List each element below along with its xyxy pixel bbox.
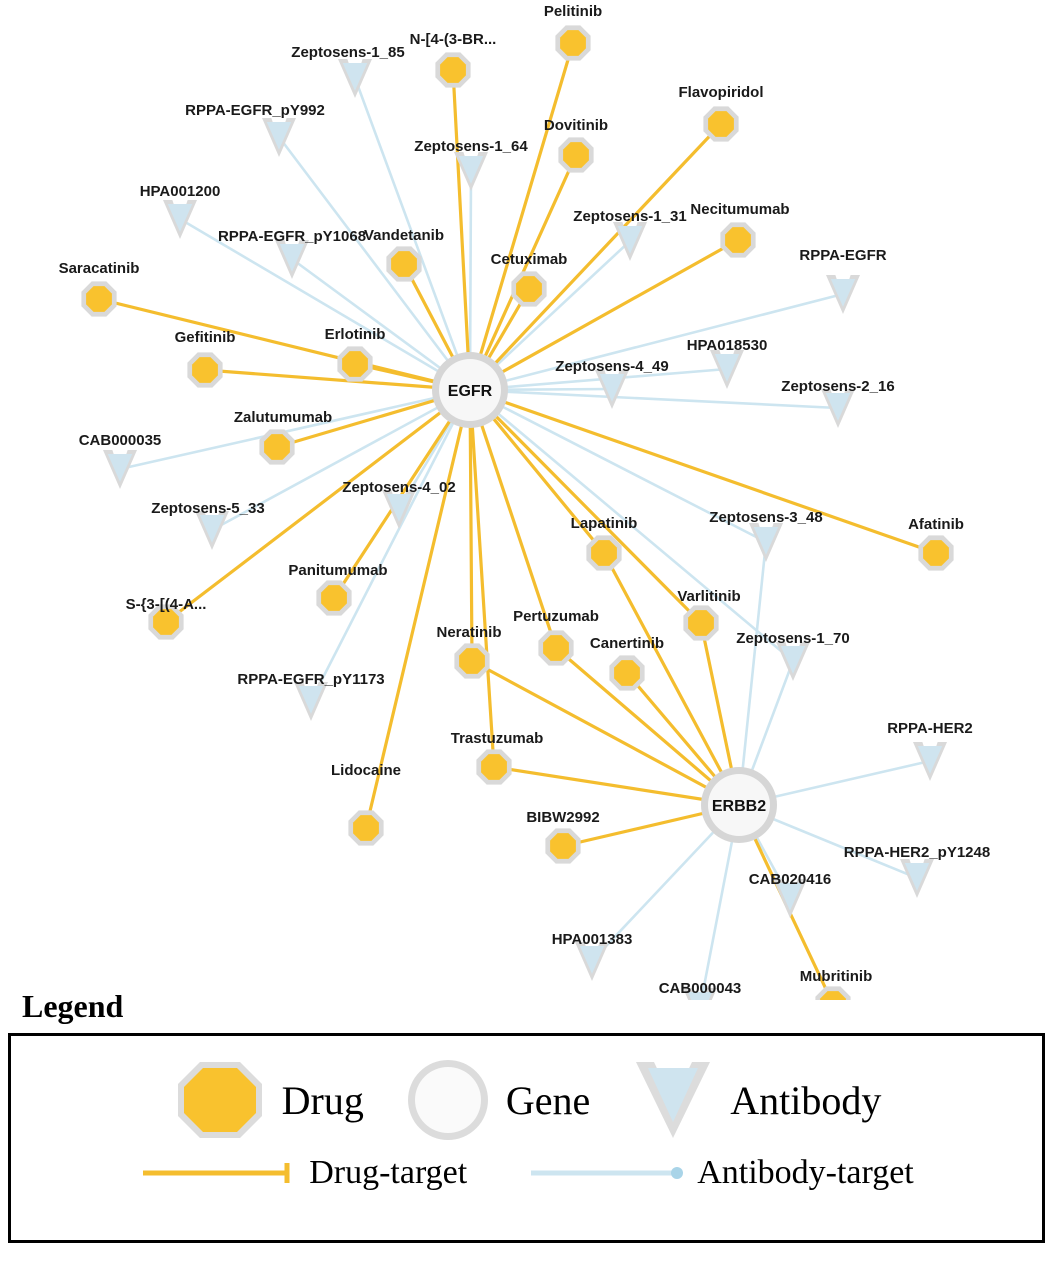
legend-edge-row bbox=[11, 1154, 1042, 1192]
drug-node-label: Afatinib bbox=[908, 516, 964, 533]
antibody-node[interactable] bbox=[613, 222, 647, 261]
drug-node-label: Panitumumab bbox=[288, 562, 388, 579]
antibody-node-label: RPPA-EGFR_pY1068 bbox=[217, 228, 367, 245]
antibody-node-label: CAB000043 bbox=[658, 980, 742, 997]
drug-node-label: Lapatinib bbox=[570, 515, 638, 532]
drug-node[interactable] bbox=[555, 25, 590, 60]
drug-target-edge bbox=[453, 70, 470, 390]
antibody-node-label: HPA001200 bbox=[139, 183, 221, 200]
drug-node[interactable] bbox=[511, 271, 546, 306]
drug-node-label: Saracatinib bbox=[58, 260, 140, 277]
legend-label-antibody-target: Antibody-target bbox=[697, 1154, 914, 1191]
drug-node-label: Trastuzumab bbox=[450, 730, 544, 747]
drug-node[interactable] bbox=[187, 352, 222, 387]
legend-item-antibody bbox=[630, 1054, 881, 1146]
legend-box bbox=[8, 1033, 1045, 1243]
antibody-node-label: RPPA-EGFR bbox=[799, 247, 887, 264]
antibody-node[interactable] bbox=[749, 523, 783, 562]
drug-node[interactable] bbox=[918, 535, 953, 570]
legend-node-row bbox=[11, 1036, 1042, 1146]
legend-section bbox=[8, 988, 1051, 1243]
antibody-node[interactable] bbox=[103, 450, 137, 489]
antibody-node-label: Zeptosens-4_02 bbox=[342, 479, 456, 496]
antibody-node[interactable] bbox=[913, 742, 947, 781]
gene-node-label: EGFR bbox=[447, 383, 493, 400]
antibody-node-label: Zeptosens-5_33 bbox=[151, 500, 265, 517]
drug-node[interactable] bbox=[558, 137, 593, 172]
drug-node[interactable] bbox=[586, 535, 621, 570]
drug-node-label: Cetuximab bbox=[490, 251, 568, 268]
antibody-node[interactable] bbox=[338, 59, 372, 98]
antibody-node[interactable] bbox=[826, 275, 860, 314]
drug-node-label: Zalutumumab bbox=[233, 409, 333, 426]
antibody-node-label: Zeptosens-1_64 bbox=[414, 138, 528, 155]
drug-node-label: Mubritinib bbox=[799, 968, 873, 985]
drug-node-label: Gefitinib bbox=[174, 329, 236, 346]
drug-node[interactable] bbox=[386, 246, 421, 281]
antibody-node-label: RPPA-HER2 bbox=[887, 720, 973, 737]
drug-node[interactable] bbox=[316, 580, 351, 615]
drug-node-label: S-{3-[(4-A... bbox=[125, 596, 207, 613]
antibody-node[interactable] bbox=[900, 859, 934, 898]
antibody-node-label: Zeptosens-1_85 bbox=[291, 44, 405, 61]
drug-node[interactable] bbox=[476, 749, 511, 784]
drug-node[interactable] bbox=[538, 630, 573, 665]
gene-node-label: ERBB2 bbox=[711, 798, 767, 815]
antibody-node[interactable] bbox=[275, 240, 309, 279]
antibody-node-label: CAB020416 bbox=[748, 871, 832, 888]
drug-node[interactable] bbox=[81, 281, 116, 316]
antibody-node[interactable] bbox=[776, 642, 810, 681]
antibody-node-label: Zeptosens-1_31 bbox=[573, 208, 687, 225]
drug-node-label: Neratinib bbox=[436, 624, 502, 641]
gene-circle-icon bbox=[404, 1056, 492, 1144]
antibody-node-label: HPA018530 bbox=[686, 337, 768, 354]
drug-node-label: Lidocaine bbox=[330, 762, 402, 779]
antibody-node-label: RPPA-HER2_pY1248 bbox=[843, 844, 991, 861]
antibody-chevron-icon bbox=[630, 1054, 716, 1146]
antibody-edge-icon bbox=[527, 1160, 687, 1186]
drug-node-label: Vandetanib bbox=[363, 227, 445, 244]
antibody-node-label: RPPA-EGFR_pY1173 bbox=[237, 671, 385, 688]
legend-label-drug: Drug bbox=[281, 1077, 364, 1123]
drug-node-label: Dovitinib bbox=[543, 117, 609, 134]
antibody-target-edge bbox=[279, 137, 470, 390]
legend-item-drug-target bbox=[139, 1154, 467, 1192]
drug-node-label: Canertinib bbox=[589, 635, 665, 652]
antibody-node-label: Zeptosens-1_70 bbox=[736, 630, 850, 647]
drug-node-label: Flavopiridol bbox=[678, 84, 764, 101]
legend-item-antibody-target bbox=[527, 1154, 914, 1192]
antibody-node-label: RPPA-EGFR_pY992 bbox=[185, 102, 325, 119]
drug-node[interactable] bbox=[609, 655, 644, 690]
drug-node[interactable] bbox=[703, 106, 738, 141]
drug-octagon-icon bbox=[172, 1056, 268, 1144]
antibody-node-label: CAB000035 bbox=[78, 432, 162, 449]
legend-title: Legend bbox=[22, 988, 124, 1024]
drug-node-label: Pertuzumab bbox=[513, 608, 599, 625]
drug-node[interactable] bbox=[435, 52, 470, 87]
antibody-node[interactable] bbox=[163, 200, 197, 239]
drug-node[interactable] bbox=[348, 810, 383, 845]
drug-node-label: Pelitinib bbox=[543, 3, 603, 20]
legend-label-antibody: Antibody bbox=[730, 1077, 882, 1123]
drug-node[interactable] bbox=[545, 828, 580, 863]
legend-label-drug-target: Drug-target bbox=[309, 1154, 468, 1191]
drug-node-label: N-[4-(3-BR... bbox=[409, 31, 497, 48]
legend-item-gene bbox=[404, 1056, 590, 1144]
drug-target-edge bbox=[470, 390, 701, 623]
drug-target-edge bbox=[470, 390, 936, 553]
antibody-node-label: Zeptosens-2_16 bbox=[781, 378, 895, 395]
drug-node[interactable] bbox=[337, 346, 372, 381]
drug-node[interactable] bbox=[259, 429, 294, 464]
drug-node-label: Varlitinib bbox=[677, 588, 741, 605]
legend-item-drug bbox=[172, 1056, 364, 1144]
drug-node-label: BIBW2992 bbox=[526, 809, 600, 826]
drug-node[interactable] bbox=[454, 643, 489, 678]
antibody-node-label: HPA001383 bbox=[551, 931, 633, 948]
antibody-node-label: Zeptosens-4_49 bbox=[555, 358, 669, 375]
drug-node[interactable] bbox=[683, 605, 718, 640]
drug-edge-icon bbox=[139, 1160, 299, 1186]
drug-node-label: Necitumumab bbox=[690, 201, 790, 218]
legend-label-gene: Gene bbox=[505, 1077, 591, 1123]
antibody-target-edge bbox=[311, 390, 470, 701]
drug-node[interactable] bbox=[720, 222, 755, 257]
drug-target-edge bbox=[470, 43, 573, 390]
antibody-node-label: Zeptosens-3_48 bbox=[709, 509, 823, 526]
drug-node-label: Erlotinib bbox=[324, 326, 386, 343]
